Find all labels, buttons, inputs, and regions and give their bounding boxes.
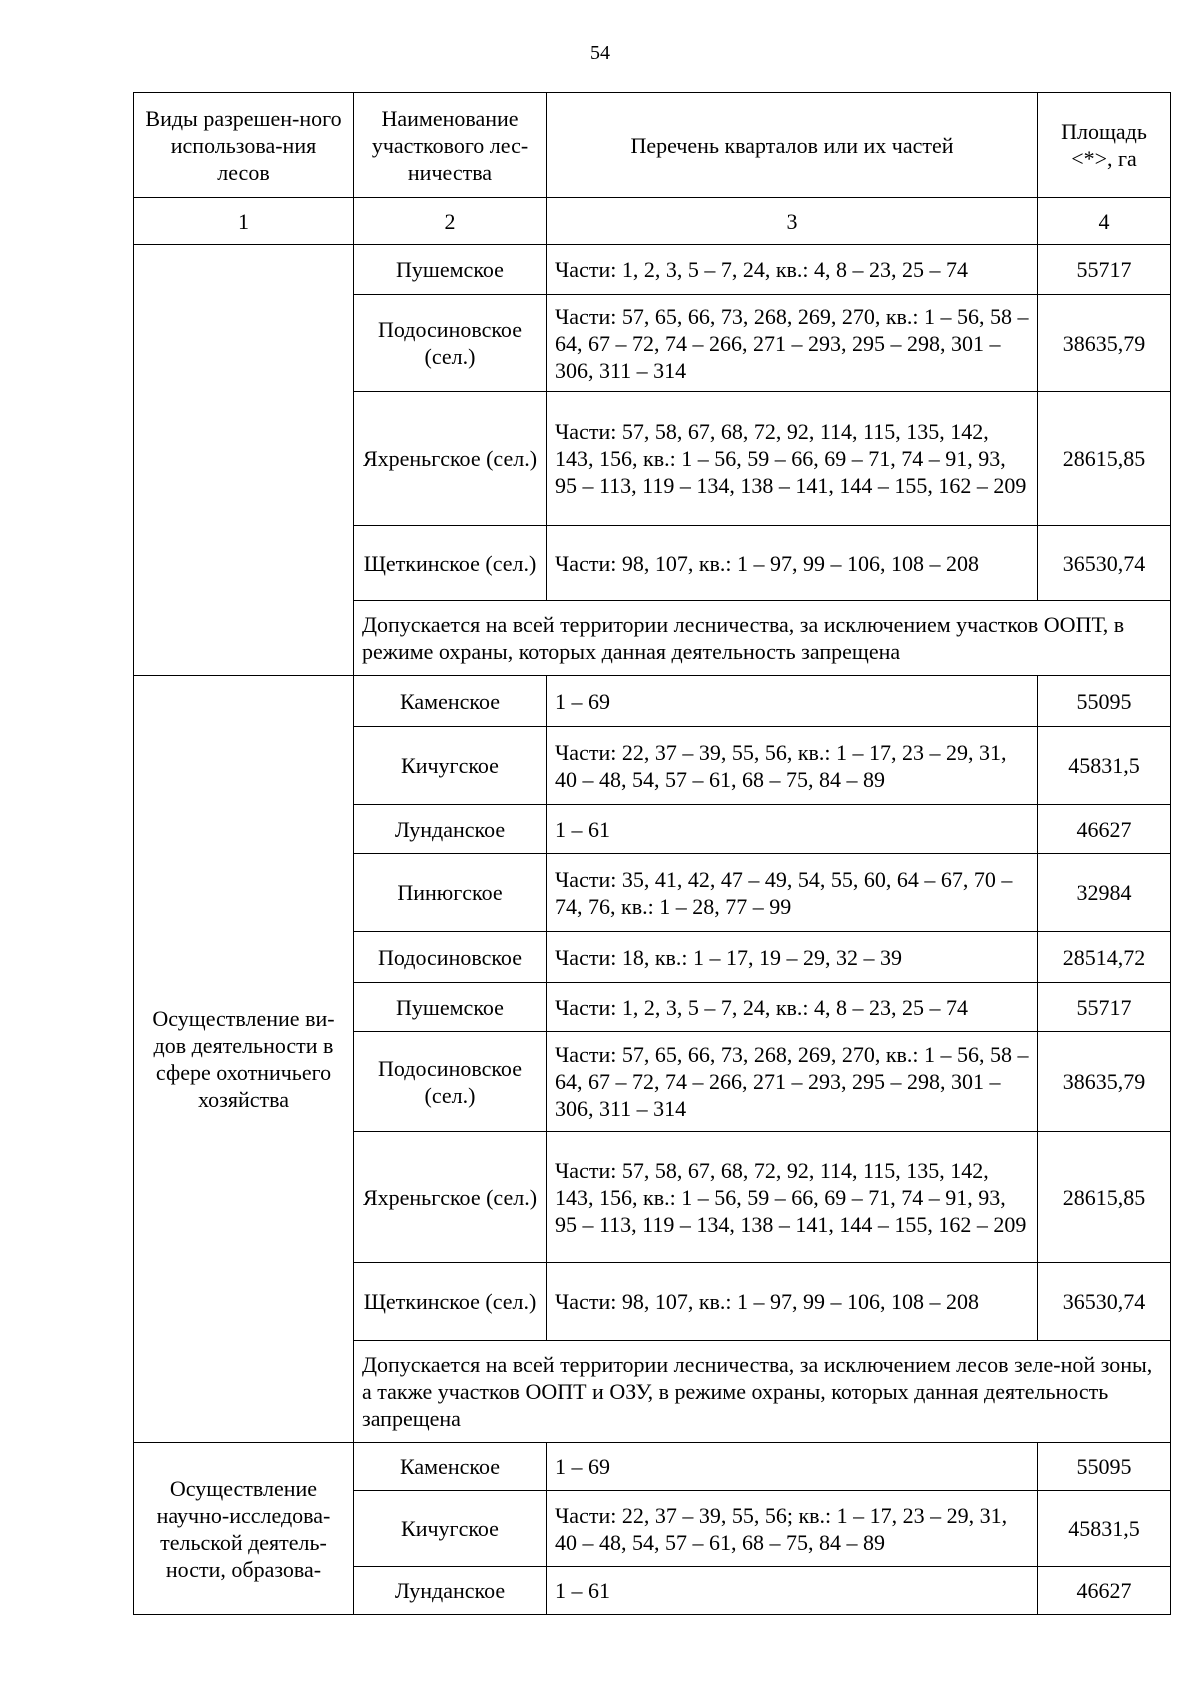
table-row: [134, 245, 1171, 295]
column-number-row: [134, 198, 1171, 245]
quarter-list: 1 – 61: [547, 805, 1038, 854]
forestry-name: Яхреньгское (сел.): [354, 1132, 547, 1263]
note-text: Допускается на всей территории лесничества, за исключением участков ООПТ, в режиме охраны, которых данная деятельность запрещена: [354, 601, 1171, 676]
forestry-name: Яхреньгское (сел.): [354, 392, 547, 526]
column-number: 3: [547, 198, 1038, 245]
quarter-list: Части: 57, 58, 67, 68, 72, 92, 114, 115, 135, 142, 143, 156, кв.: 1 – 56, 59 – 66, 69 – 71, 74 – 91, 93, 95 – 113, 119 – 134, 138 – 141, 144 – 155, 162 – 209: [547, 1132, 1038, 1263]
forestry-name: Кичугское: [354, 727, 547, 805]
table-row: [134, 1443, 1171, 1491]
column-number: 2: [354, 198, 547, 245]
area-value: 36530,74: [1038, 526, 1171, 601]
note-text: Допускается на всей территории лесничества, за исключением лесов зеле-ной зоны, а также участков ООПТ и ОЗУ, в режиме охраны, которых данная деятельность запрещена: [354, 1341, 1171, 1443]
quarter-list: Части: 18, кв.: 1 – 17, 19 – 29, 32 – 39: [547, 932, 1038, 983]
forestry-name: Каменское: [354, 676, 547, 727]
use-kind-cell: [134, 245, 354, 676]
area-value: 28615,85: [1038, 1132, 1171, 1263]
column-number: 4: [1038, 198, 1171, 245]
forestry-name: Щеткинское (сел.): [354, 1263, 547, 1341]
quarter-list: Части: 22, 37 – 39, 55, 56; кв.: 1 – 17, 23 – 29, 31, 40 – 48, 54, 57 – 61, 68 – 75, 84 – 89: [547, 1491, 1038, 1567]
area-value: 46627: [1038, 1567, 1171, 1615]
forestry-name: Пушемское: [354, 983, 547, 1032]
quarter-list: Части: 98, 107, кв.: 1 – 97, 99 – 106, 108 – 208: [547, 526, 1038, 601]
area-value: 55717: [1038, 245, 1171, 295]
forestry-name: Лунданское: [354, 1567, 547, 1615]
area-value: 38635,79: [1038, 1032, 1171, 1132]
area-value: 46627: [1038, 805, 1171, 854]
header-cell: Перечень кварталов или их частей: [547, 93, 1038, 198]
quarter-list: 1 – 61: [547, 1567, 1038, 1615]
quarter-list: Части: 98, 107, кв.: 1 – 97, 99 – 106, 108 – 208: [547, 1263, 1038, 1341]
header-cell: Виды разрешен-ного использова-ния лесов: [134, 93, 354, 198]
quarter-list: Части: 1, 2, 3, 5 – 7, 24, кв.: 4, 8 – 23, 25 – 74: [547, 983, 1038, 1032]
forestry-name: Пинюгское: [354, 854, 547, 932]
forestry-name: Пушемское: [354, 245, 547, 295]
forestry-name: Подосиновское (сел.): [354, 295, 547, 392]
area-value: 32984: [1038, 854, 1171, 932]
quarter-list: Части: 22, 37 – 39, 55, 56, кв.: 1 – 17, 23 – 29, 31, 40 – 48, 54, 57 – 61, 68 – 75, 84 – 89: [547, 727, 1038, 805]
quarter-list: Части: 35, 41, 42, 47 – 49, 54, 55, 60, 64 – 67, 70 – 74, 76, кв.: 1 – 28, 77 – 99: [547, 854, 1038, 932]
area-value: 38635,79: [1038, 295, 1171, 392]
quarter-list: 1 – 69: [547, 1443, 1038, 1491]
forestry-name: Каменское: [354, 1443, 547, 1491]
area-value: 28615,85: [1038, 392, 1171, 526]
column-number: 1: [134, 198, 354, 245]
page-number: 54: [590, 42, 610, 64]
forestry-name: Щеткинское (сел.): [354, 526, 547, 601]
area-value: 45831,5: [1038, 727, 1171, 805]
area-value: 45831,5: [1038, 1491, 1171, 1567]
forestry-name: Лунданское: [354, 805, 547, 854]
forest-use-table: [133, 92, 1171, 1615]
use-kind-cell: Осуществление научно-исследова-тельской деятель-ности, образова-: [134, 1443, 354, 1615]
forestry-name: Кичугское: [354, 1491, 547, 1567]
area-value: 36530,74: [1038, 1263, 1171, 1341]
header-cell: Площадь <*>, га: [1038, 93, 1171, 198]
header-row: [134, 93, 1171, 198]
area-value: 28514,72: [1038, 932, 1171, 983]
area-value: 55095: [1038, 676, 1171, 727]
quarter-list: Части: 57, 58, 67, 68, 72, 92, 114, 115, 135, 142, 143, 156, кв.: 1 – 56, 59 – 66, 69 – 71, 74 – 91, 93, 95 – 113, 119 – 134, 138 – 141, 144 – 155, 162 – 209: [547, 392, 1038, 526]
quarter-list: Части: 57, 65, 66, 73, 268, 269, 270, кв.: 1 – 56, 58 – 64, 67 – 72, 74 – 266, 271 – 293, 295 – 298, 301 – 306, 311 – 314: [547, 295, 1038, 392]
header-cell: Наименование участкового лес-ничества: [354, 93, 547, 198]
forestry-name: Подосиновское: [354, 932, 547, 983]
quarter-list: Части: 57, 65, 66, 73, 268, 269, 270, кв.: 1 – 56, 58 – 64, 67 – 72, 74 – 266, 271 – 293, 295 – 298, 301 – 306, 311 – 314: [547, 1032, 1038, 1132]
area-value: 55095: [1038, 1443, 1171, 1491]
quarter-list: Части: 1, 2, 3, 5 – 7, 24, кв.: 4, 8 – 23, 25 – 74: [547, 245, 1038, 295]
area-value: 55717: [1038, 983, 1171, 1032]
quarter-list: 1 – 69: [547, 676, 1038, 727]
use-kind-cell: Осуществление ви-дов деятельности в сфере охотничьего хозяйства: [134, 676, 354, 1443]
forestry-name: Подосиновское (сел.): [354, 1032, 547, 1132]
table-row: [134, 676, 1171, 727]
